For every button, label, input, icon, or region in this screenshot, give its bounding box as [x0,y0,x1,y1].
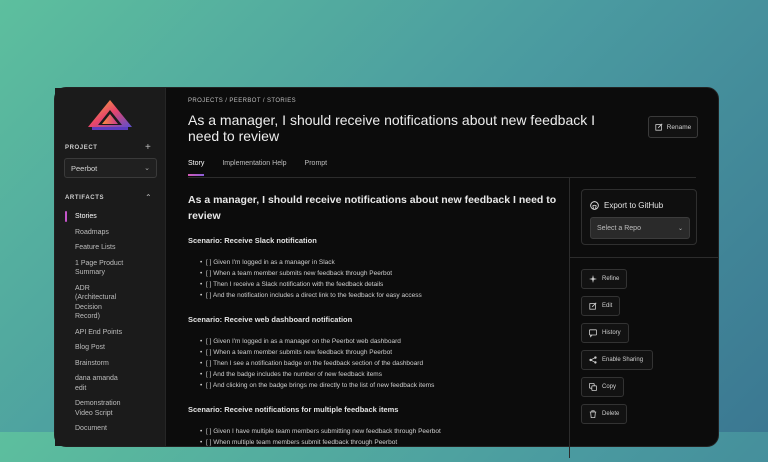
edit-button[interactable] [581,296,620,316]
sidebar-item-feature-lists[interactable]: Feature Lists [75,244,116,251]
enable-sharing-button-label: Enable Sharing [602,357,644,363]
copy-button-label: Copy [602,384,617,390]
story-heading: As a manager, I should receive notifications about new feedback I need to review [188,194,557,222]
scenario [188,315,558,391]
sidebar-item-stories[interactable]: Stories [65,212,161,222]
sidebar [55,88,166,446]
export-title-label: Export to GitHub [604,201,664,210]
tab-story[interactable]: Story [188,160,204,176]
github-icon [590,201,599,210]
sidebar-item-document[interactable]: Document [75,425,107,432]
scenario-step: • [ ] And the badge includes the number of new feedback items [188,369,558,380]
scenario-step: • [ ] Given I'm logged in as a manager on the Peerbot web dashboard [188,336,558,347]
chevron-down-icon: ⌄ [677,226,683,232]
breadcrumb: PROJECTS / PEERBOT / STORIES [188,98,296,104]
scenario-title: Scenario: Receive notifications for multiple feedback items [188,405,399,414]
scenario-step: • [ ] Given I have multiple team members submitting new feedback through Peerbot [188,426,558,437]
export-github-card [581,189,697,245]
tab-prompt[interactable]: Prompt [304,160,328,167]
project-section-label: PROJECT [65,145,98,151]
chevron-down-icon: ⌄ [144,165,150,172]
tab-divider [188,177,696,178]
sidebar-item-dana-amanda-edit[interactable]: dana amanda edit [75,375,118,392]
scenario-title: Scenario: Receive Slack notification [188,236,317,245]
enable-sharing-button[interactable] [581,350,653,370]
copy-icon [589,383,597,391]
edit-icon [589,302,597,310]
history-button[interactable] [581,323,629,343]
refine-button[interactable] [581,269,627,289]
app-window [54,87,719,447]
history-icon [589,329,597,337]
tab-bar [188,160,327,176]
tab-implementation-help[interactable]: Implementation Help [222,160,287,167]
repo-select-placeholder: Select a Repo [597,225,641,232]
copy-button[interactable] [581,377,624,397]
panel-divider [569,257,718,258]
scenario-step: • [ ] And clicking on the badge brings me directly to the list of new feedback items [188,380,558,391]
sidebar-item-adr[interactable]: ADR (Architectural Decision Record) [75,284,117,320]
sidebar-item-api-end-points[interactable]: API End Points [75,328,123,336]
scenario-step: • [ ] And the notification includes a direct link to the feedback for easy access [188,290,558,301]
edit-button-label: Edit [602,303,613,309]
sidebar-item-product-summary[interactable]: 1 Page Product Summary [75,259,124,276]
export-title [590,201,663,210]
scenario-step: • [ ] Then I receive a Slack notification with the feedback details [188,279,558,290]
sidebar-item-demo-video-script[interactable]: Demonstration Video Script [75,400,121,417]
rename-button[interactable] [648,116,698,138]
scenario-step: • [ ] When a team member submits new feedback through Peerbot [188,347,558,358]
artifacts-list [65,212,161,440]
project-select[interactable] [64,158,157,178]
refine-button-label: Refine [602,276,620,282]
story-content [188,192,558,462]
project-select-value: Peerbot [71,164,98,173]
content-divider [569,178,570,458]
sidebar-item-blog-post[interactable]: Blog Post [75,344,105,351]
rename-button-label: Rename [666,123,692,131]
artifacts-section-label: ARTIFACTS [65,195,105,201]
scenario-step: • [ ] Then I see a notification badge on the feedback section of the dashboard [188,358,558,369]
share-icon [589,356,597,364]
repo-select[interactable] [590,217,690,239]
sidebar-item-roadmaps[interactable]: Roadmaps [75,228,109,236]
sidebar-item-brainstorm[interactable]: Brainstorm [75,359,109,367]
scenario-step: • [ ] When multiple team members submit feedback through Peerbot [188,437,558,448]
scenario-title: Scenario: Receive web dashboard notification [188,315,353,324]
delete-button-label: Delete [602,411,620,417]
trash-icon [589,410,597,418]
app-logo [88,100,132,130]
sparkle-icon [589,275,597,283]
scenario [188,405,558,448]
delete-button[interactable] [581,404,627,424]
scenario [188,236,558,301]
main-panel [167,88,718,446]
edit-icon [655,123,663,131]
page-title: As a manager, I should receive notifications about new feedback I need to review [188,112,596,144]
add-project-icon[interactable]: + [145,142,151,153]
history-button-label: History [602,330,621,336]
chevron-up-icon[interactable]: ⌃ [145,193,152,202]
scenario-step: • [ ] When a team member submits new feedback through Peerbot [188,268,558,279]
scenario-step: • [ ] Given I'm logged in as a manager in Slack [188,257,558,268]
